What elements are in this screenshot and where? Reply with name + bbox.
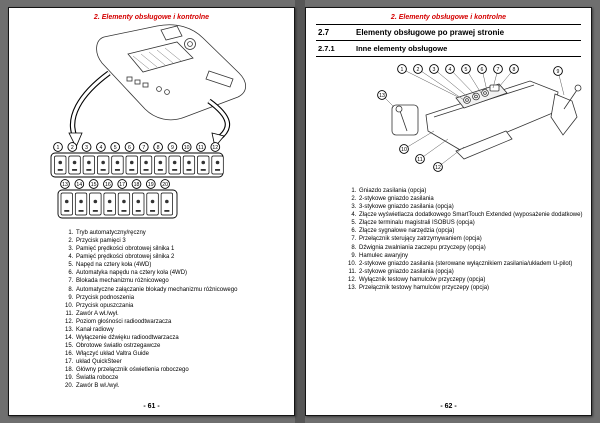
svg-text:7: 7 bbox=[496, 66, 500, 73]
svg-text:4: 4 bbox=[99, 144, 103, 151]
section-title: Elementy obsługowe po prawej stronie bbox=[356, 28, 505, 37]
list-item: 8. Automatyczne załączanie blokady mechanizmu różnicowego bbox=[75, 287, 282, 294]
list-item: 3. 3-stykowe gniazdo zasilania (opcja) bbox=[358, 204, 583, 211]
svg-text:1: 1 bbox=[56, 144, 60, 151]
list-item: 1. Gniazdo zasilania (opcja) bbox=[358, 188, 583, 195]
list-item: 11. 2-stykowe gniazdo zasilania (opcja) bbox=[358, 269, 583, 276]
svg-text:6: 6 bbox=[128, 144, 131, 151]
section-2-7 bbox=[316, 25, 581, 41]
list-item: 9. Hamulec awaryjny bbox=[358, 253, 583, 260]
svg-text:5: 5 bbox=[464, 66, 468, 73]
list-item: 10. Przycisk opuszczania bbox=[75, 303, 282, 310]
list-item: 10. 2-stykowe gniazdo zasilania (sterowane wyłącznikiem zasilania/układem U-pilot) bbox=[358, 261, 583, 268]
svg-text:13: 13 bbox=[379, 92, 385, 99]
list-item: 8. Dźwignia zwalniania zaczepu przyczepy (opcja) bbox=[358, 245, 583, 252]
list-item: 7. Przełącznik sterujący zatrzymywaniem (opcja) bbox=[358, 236, 583, 243]
list-item: 9. Przycisk podnoszenia bbox=[75, 295, 282, 302]
svg-text:8: 8 bbox=[512, 66, 516, 73]
svg-text:3: 3 bbox=[85, 144, 89, 151]
pointer-arrow-right bbox=[209, 101, 227, 147]
section-heading-table bbox=[316, 24, 581, 57]
page-gutter bbox=[295, 0, 305, 423]
svg-text:14: 14 bbox=[76, 181, 83, 188]
svg-text:20: 20 bbox=[162, 181, 168, 188]
list-item: 19. Światła robocze bbox=[75, 375, 282, 382]
page-number-61: - 61 - bbox=[143, 403, 160, 410]
svg-text:10: 10 bbox=[401, 146, 407, 153]
svg-text:6: 6 bbox=[480, 66, 484, 73]
list-item: 5. Napęd na cztery koła (4WD) bbox=[75, 262, 282, 269]
console-sketch bbox=[392, 81, 581, 159]
manual-page-61 bbox=[8, 7, 295, 416]
svg-text:15: 15 bbox=[90, 181, 97, 188]
list-item: 14. Wyłączenie dźwięku radioodtwarzacza bbox=[75, 335, 282, 342]
svg-text:2: 2 bbox=[70, 144, 74, 151]
section-number: 2.7 bbox=[318, 28, 330, 37]
svg-text:3: 3 bbox=[432, 66, 436, 73]
list-item: 2. Przycisk pamięci 3 bbox=[75, 238, 282, 245]
callout-row-13-20 bbox=[61, 180, 170, 189]
svg-text:17: 17 bbox=[119, 181, 126, 188]
pointer-arrow-left bbox=[69, 73, 109, 147]
list-item: 3. Pamięć prędkości obrotowej silnika 1 bbox=[75, 246, 282, 253]
list-item: 4. Złącze wyświetlacza dodatkowego SmartTouch Extended (wyposażenie dodatkowe) bbox=[358, 212, 583, 219]
legend-list-62 bbox=[306, 188, 591, 292]
list-item: 15. Obrotowe światło ostrzegawcze bbox=[75, 343, 282, 350]
svg-text:11: 11 bbox=[198, 144, 204, 151]
list-item: 11. Zawór A wł./wył. bbox=[75, 311, 282, 318]
svg-text:5: 5 bbox=[113, 144, 117, 151]
list-item: 7. Blokada mechanizmu różnicowego bbox=[75, 278, 282, 285]
manual-page-62 bbox=[305, 7, 592, 416]
svg-text:8: 8 bbox=[156, 144, 160, 151]
list-item: 18. Główny przełącznik oświetlenia roboczego bbox=[75, 367, 282, 374]
section-2-7-1 bbox=[316, 41, 581, 57]
callout-row-1-12 bbox=[54, 143, 220, 152]
svg-text:19: 19 bbox=[147, 181, 154, 188]
subsection-number: 2.7.1 bbox=[318, 44, 335, 53]
svg-text:10: 10 bbox=[183, 144, 190, 151]
svg-text:9: 9 bbox=[556, 68, 560, 75]
list-item: 2. 2-stykowe gniazdo zasilania bbox=[358, 196, 583, 203]
svg-text:18: 18 bbox=[133, 181, 140, 188]
svg-text:2: 2 bbox=[416, 66, 420, 73]
subsection-title: Inne elementy obsługowe bbox=[356, 44, 448, 53]
svg-text:4: 4 bbox=[448, 66, 452, 73]
svg-text:11: 11 bbox=[417, 156, 423, 163]
list-item: 12. Poziom głośności radioodtwarzacza bbox=[75, 319, 282, 326]
svg-text:12: 12 bbox=[212, 144, 219, 151]
svg-text:12: 12 bbox=[435, 164, 441, 171]
svg-text:9: 9 bbox=[170, 144, 174, 151]
page-number-62: - 62 - bbox=[440, 403, 457, 410]
svg-text:16: 16 bbox=[105, 181, 111, 188]
list-item: 13. Kanał radiowy bbox=[75, 327, 282, 334]
chapter-header: 2. Elementy obsługowe i kontrolne bbox=[93, 14, 210, 21]
list-item: 16. Włączyć układ Valtra Guide bbox=[75, 351, 282, 358]
list-item: 17. układ QuickSteer bbox=[75, 359, 282, 366]
list-item: 1. Tryb automatyczny/ręczny bbox=[75, 230, 282, 237]
list-item: 6. Złącze sygnałowe narzędzia (opcja) bbox=[358, 228, 583, 235]
armrest-sketch bbox=[97, 25, 246, 120]
svg-text:13: 13 bbox=[62, 181, 68, 188]
list-item: 12. Wyłącznik testowy hamulców przyczepy (opcja) bbox=[358, 277, 583, 284]
chapter-header: 2. Elementy obsługowe i kontrolne bbox=[390, 14, 507, 21]
list-item: 20. Zawór B wł./wył. bbox=[75, 383, 282, 390]
armrest-controls-diagram bbox=[9, 23, 295, 227]
list-item: 4. Pamięć prędkości obrotowej silnika 2 bbox=[75, 254, 282, 261]
list-item: 6. Automatyka napędu na cztery koła (4WD) bbox=[75, 270, 282, 277]
side-console-diagram bbox=[306, 59, 592, 185]
list-item: 5. Złącze terminalu magistrali ISOBUS (opcja) bbox=[358, 220, 583, 227]
legend-list-61 bbox=[9, 230, 294, 391]
list-item: 13. Przełącznik testowy hamulców przyczepy (opcja) bbox=[358, 285, 583, 292]
svg-text:7: 7 bbox=[142, 144, 146, 151]
callout-13 bbox=[378, 91, 394, 107]
svg-text:1: 1 bbox=[400, 66, 404, 73]
